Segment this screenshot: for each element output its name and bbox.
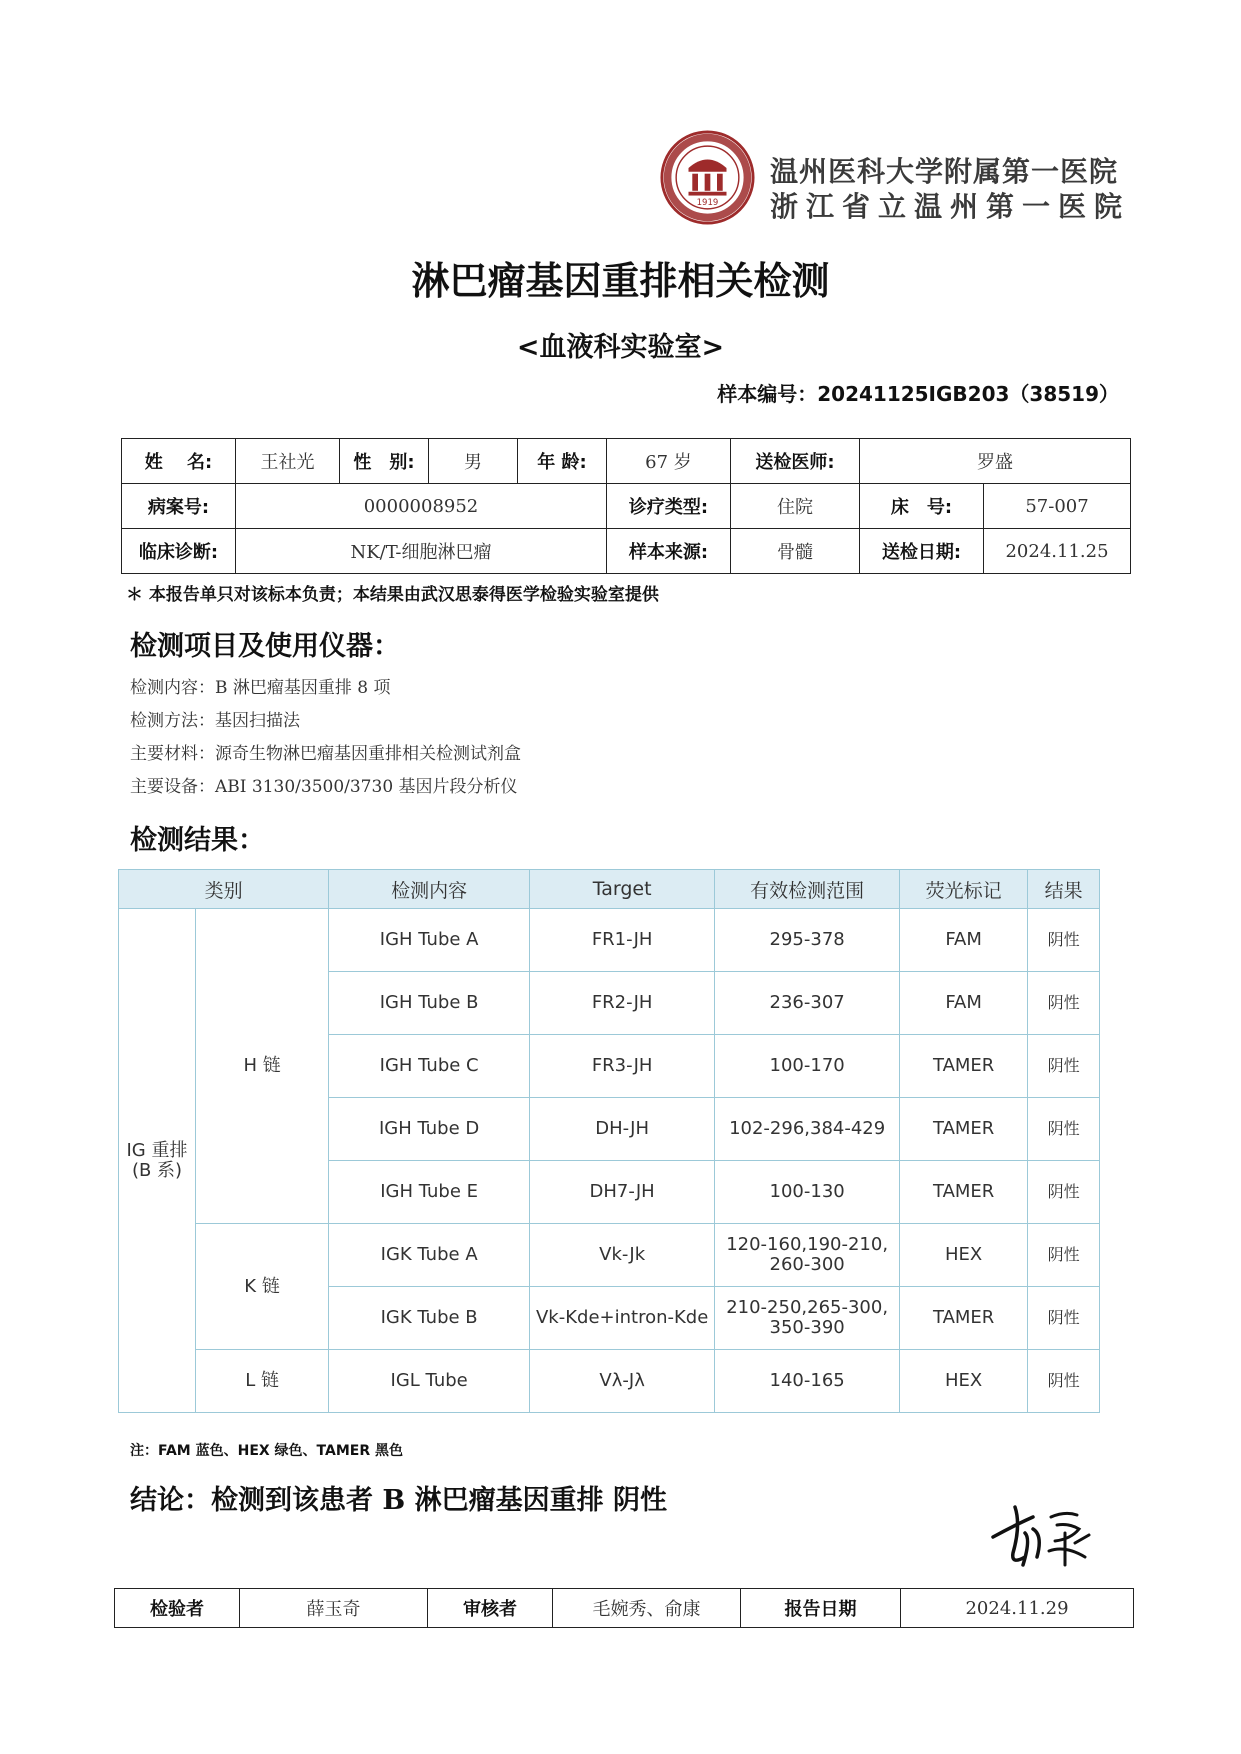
bed-number: 57-007 bbox=[984, 484, 1131, 529]
tester-name: 薛玉奇 bbox=[240, 1589, 428, 1628]
cell-label: HEX bbox=[900, 1350, 1028, 1413]
col-content: 检测内容 bbox=[329, 870, 530, 909]
cell-range: 120-160,190-210, 260-300 bbox=[715, 1224, 900, 1287]
detail-line: 检测方法：基因扫描法 bbox=[130, 711, 300, 731]
cell-target: DH7-JH bbox=[530, 1161, 715, 1224]
age-label: 年 龄: bbox=[518, 439, 607, 484]
cell-result: 阴性 bbox=[1028, 1035, 1100, 1098]
cell-label: FAM bbox=[900, 972, 1028, 1035]
cell-result: 阴性 bbox=[1028, 1224, 1100, 1287]
bed-label: 床 号: bbox=[860, 484, 984, 529]
col-result: 结果 bbox=[1028, 870, 1100, 909]
cell-content: IGH Tube C bbox=[329, 1035, 530, 1098]
detail-line: 主要设备：ABI 3130/3500/3730 基因片段分析仪 bbox=[130, 777, 518, 797]
cell-result: 阴性 bbox=[1028, 1287, 1100, 1350]
visit-type-label: 诊疗类型: bbox=[607, 484, 731, 529]
cell-label: TAMER bbox=[900, 1161, 1028, 1224]
cell-content: IGH Tube E bbox=[329, 1161, 530, 1224]
group-cell: IG 重排(B 系) bbox=[119, 909, 196, 1413]
col-target: Target bbox=[530, 870, 715, 909]
signature-icon bbox=[985, 1495, 1095, 1575]
sample-source: 骨髓 bbox=[731, 529, 860, 574]
cell-label: FAM bbox=[900, 909, 1028, 972]
cell-target: DH-JH bbox=[530, 1098, 715, 1161]
tester-label: 检验者 bbox=[115, 1589, 240, 1628]
cell-range: 102-296,384-429 bbox=[715, 1098, 900, 1161]
reviewer-name: 毛婉秀、俞康 bbox=[553, 1589, 741, 1628]
cell-target: FR2-JH bbox=[530, 972, 715, 1035]
cell-target: FR1-JH bbox=[530, 909, 715, 972]
hospital-name-line1: 温州医科大学附属第一医院 bbox=[770, 155, 1119, 188]
doctor-name: 罗盛 bbox=[860, 439, 1131, 484]
chain-l: L 链 bbox=[196, 1350, 329, 1413]
table-header-row bbox=[119, 870, 1100, 909]
cell-result: 阴性 bbox=[1028, 1350, 1100, 1413]
sex-label: 性 别: bbox=[340, 439, 429, 484]
table-row bbox=[119, 1224, 1100, 1287]
col-category: 类别 bbox=[119, 870, 329, 909]
chain-k: K 链 bbox=[196, 1224, 329, 1350]
cell-content: IGH Tube B bbox=[329, 972, 530, 1035]
reviewer-label: 审核者 bbox=[428, 1589, 553, 1628]
col-label: 荧光标记 bbox=[900, 870, 1028, 909]
case-label: 病案号: bbox=[122, 484, 236, 529]
hospital-name-line2: 浙江省立温州第一医院 bbox=[770, 190, 1131, 223]
cell-target: Vλ-Jλ bbox=[530, 1350, 715, 1413]
cell-result: 阴性 bbox=[1028, 1161, 1100, 1224]
detail-line: 主要材料：源奇生物淋巴瘤基因重排相关检测试剂盒 bbox=[130, 744, 521, 764]
cell-content: IGH Tube D bbox=[329, 1098, 530, 1161]
sample-number: 样本编号：20241125IGB203（38519） bbox=[717, 382, 1119, 406]
patient-sex: 男 bbox=[429, 439, 518, 484]
disclaimer: ＊ 本报告单只对该标本负责；本结果由武汉思泰得医学检验实验室提供 bbox=[126, 585, 659, 605]
cell-result: 阴性 bbox=[1028, 972, 1100, 1035]
report-date: 2024.11.29 bbox=[901, 1589, 1134, 1628]
cell-target: Vk-Jk bbox=[530, 1224, 715, 1287]
sample-source-label: 样本来源: bbox=[607, 529, 731, 574]
cell-range: 140-165 bbox=[715, 1350, 900, 1413]
cell-range: 100-130 bbox=[715, 1161, 900, 1224]
case-number: 0000008952 bbox=[236, 484, 607, 529]
cell-content: IGK Tube A bbox=[329, 1224, 530, 1287]
cell-label: TAMER bbox=[900, 1035, 1028, 1098]
cell-target: FR3-JH bbox=[530, 1035, 715, 1098]
patient-age: 67 岁 bbox=[607, 439, 731, 484]
cell-range: 236-307 bbox=[715, 972, 900, 1035]
patient-info-table bbox=[121, 438, 1131, 574]
doctor-label: 送检医师: bbox=[731, 439, 860, 484]
patient-name: 王社光 bbox=[236, 439, 340, 484]
submit-date: 2024.11.25 bbox=[984, 529, 1131, 574]
cell-label: TAMER bbox=[900, 1098, 1028, 1161]
section-heading-results: 检测结果： bbox=[130, 825, 265, 856]
cell-content: IGL Tube bbox=[329, 1350, 530, 1413]
cell-content: IGK Tube B bbox=[329, 1287, 530, 1350]
cell-range: 210-250,265-300, 350-390 bbox=[715, 1287, 900, 1350]
signoff-table bbox=[114, 1588, 1134, 1628]
submit-date-label: 送检日期: bbox=[860, 529, 984, 574]
diagnosis-label: 临床诊断: bbox=[122, 529, 236, 574]
cell-target: Vk-Kde+intron-Kde bbox=[530, 1287, 715, 1350]
report-title: 淋巴瘤基因重排相关检测 bbox=[411, 259, 830, 303]
diagnosis: NK/T-细胞淋巴瘤 bbox=[236, 529, 607, 574]
cell-result: 阴性 bbox=[1028, 1098, 1100, 1161]
table-row bbox=[119, 1350, 1100, 1413]
table-row bbox=[119, 909, 1100, 972]
report-subtitle: <血液科实验室> bbox=[516, 332, 725, 363]
cell-result: 阴性 bbox=[1028, 909, 1100, 972]
chain-h: H 链 bbox=[196, 909, 329, 1224]
cell-content: IGH Tube A bbox=[329, 909, 530, 972]
cell-range: 100-170 bbox=[715, 1035, 900, 1098]
color-note: 注：FAM 蓝色、HEX 绿色、TAMER 黑色 bbox=[130, 1443, 403, 1459]
report-date-label: 报告日期 bbox=[741, 1589, 901, 1628]
cell-label: TAMER bbox=[900, 1287, 1028, 1350]
logo-year: 1919 bbox=[696, 198, 719, 209]
detail-line: 检测内容：B 淋巴瘤基因重排 8 项 bbox=[130, 678, 391, 698]
hospital-logo-icon bbox=[660, 130, 755, 225]
name-label: 姓 名: bbox=[122, 439, 236, 484]
visit-type: 住院 bbox=[731, 484, 860, 529]
col-range: 有效检测范围 bbox=[715, 870, 900, 909]
section-heading-items: 检测项目及使用仪器： bbox=[130, 631, 400, 662]
cell-range: 295-378 bbox=[715, 909, 900, 972]
cell-label: HEX bbox=[900, 1224, 1028, 1287]
conclusion: 结论：检测到该患者 B 淋巴瘤基因重排 阴性 bbox=[130, 1485, 668, 1516]
results-table bbox=[118, 869, 1100, 1413]
